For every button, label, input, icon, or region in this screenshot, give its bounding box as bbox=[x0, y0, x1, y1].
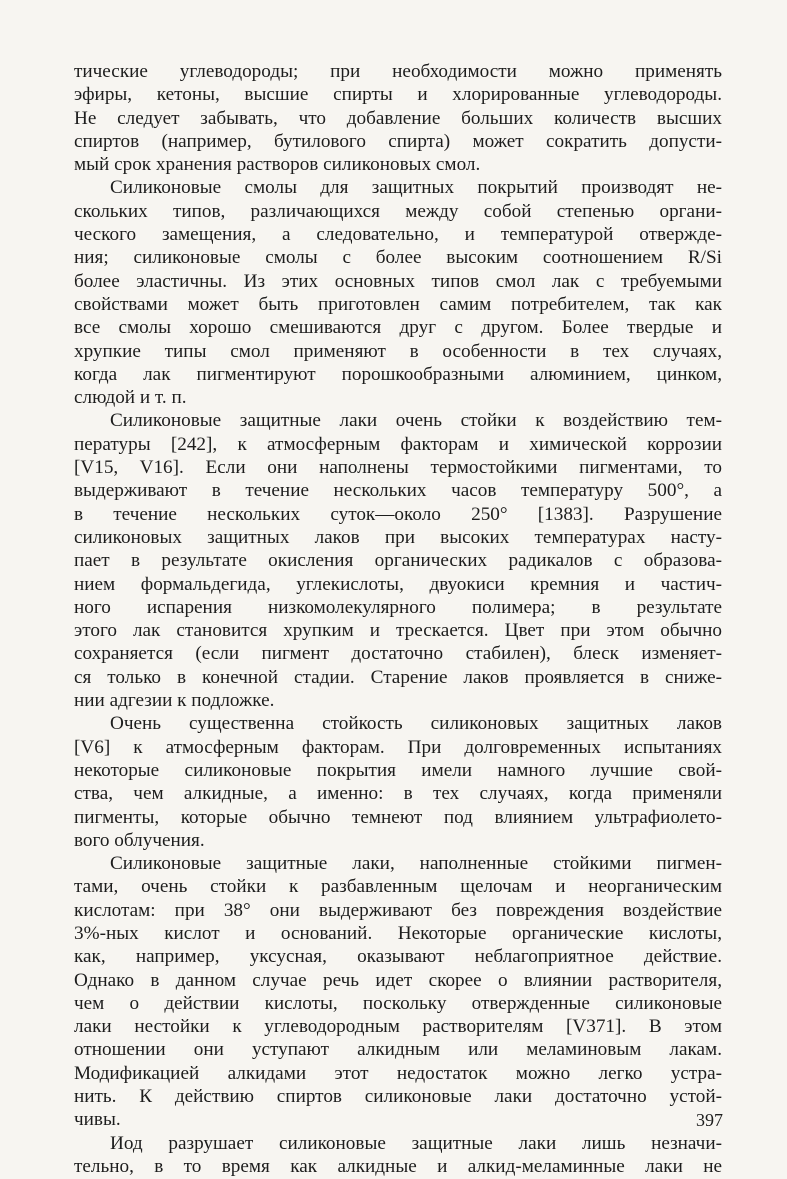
text-line: эфиры, кетоны, высшие спирты и хлорированные углеводороды. bbox=[74, 84, 722, 106]
text-line: более эластичны. Из этих основных типов смол лак с требуемыми bbox=[74, 270, 722, 292]
text-line: Модификацией алкидами этот недостаток можно легко устра- bbox=[74, 1062, 722, 1084]
text-line: Однако в данном случае речь идет скорее о влиянии растворителя, bbox=[74, 969, 722, 991]
text-line: Силиконовые защитные лаки, наполненные стойкими пигмен- bbox=[110, 853, 722, 875]
text-line: [V15, V16]. Если они наполнены термостойкими пигментами, то bbox=[74, 457, 722, 479]
text-line: Иод разрушает силиконовые защитные лаки лишь незначи- bbox=[110, 1132, 722, 1154]
page-number: 397 bbox=[696, 1110, 723, 1130]
text-line: чивы. bbox=[74, 1109, 121, 1131]
text-line: скольких типов, различающихся между собой степенью органи- bbox=[74, 200, 722, 222]
text-line: этого лак становится хрупким и трескается. Цвет при этом обычно bbox=[74, 620, 722, 642]
text-line: тами, очень стойки к разбавленным щелочам и неорганическим bbox=[74, 876, 722, 898]
text-line: отношении они уступают алкидным или меламиновым лакам. bbox=[74, 1039, 722, 1061]
text-line: 3%-ных кислот и оснований. Некоторые органические кислоты, bbox=[74, 922, 722, 944]
paragraph bbox=[74, 409, 722, 712]
text-line: слюдой и т. п. bbox=[74, 387, 187, 409]
text-line: мый срок хранения растворов силиконовых смол. bbox=[74, 154, 481, 176]
text-line: ся только в конечной стадии. Старение лаков проявляется в сниже- bbox=[74, 666, 722, 688]
text-line: нием формальдегида, углекислоты, двуокиси кремния и частич- bbox=[74, 573, 722, 595]
text-line: лаки нестойки к углеводородным растворителям [V371]. В этом bbox=[74, 1016, 722, 1038]
text-line: силиконовых защитных лаков при высоких температурах насту- bbox=[74, 526, 722, 548]
paragraph bbox=[74, 60, 722, 176]
text-line: кислотам: при 38° они выдерживают без повреждения воздействие bbox=[74, 899, 722, 921]
text-line: Силиконовые защитные лаки очень стойки к воздействию тем- bbox=[110, 410, 722, 432]
text-line: тические углеводороды; при необходимости можно применять bbox=[74, 61, 722, 82]
text-line: хрупкие типы смол применяют в особенности в тех случаях, bbox=[74, 340, 722, 362]
text-line: ства, чем алкидные, а именно: в тех случаях, когда применяли bbox=[74, 783, 722, 805]
body-text bbox=[74, 60, 722, 1178]
text-line: некоторые силиконовые покрытия имели намного лучшие свой- bbox=[74, 759, 722, 781]
text-line: ния; силиконовые смолы с более высоким соотношением R/Si bbox=[74, 247, 722, 269]
paragraph bbox=[74, 852, 722, 1132]
text-line: нии адгезии к подложке. bbox=[74, 690, 275, 712]
text-line: вого облучения. bbox=[74, 829, 205, 851]
paragraph bbox=[74, 176, 722, 409]
text-line: в течение нескольких суток—около 250° [1383]. Разрушение bbox=[74, 503, 722, 525]
text-line: спиртов (например, бутилового спирта) может сократить допусти- bbox=[74, 130, 722, 152]
text-line: чем о действии кислоты, поскольку отвержденные силиконовые bbox=[74, 992, 722, 1014]
text-line: Не следует забывать, что добавление больших количеств высших bbox=[74, 107, 722, 129]
text-line: пигменты, которые обычно темнеют под влиянием ультрафиолето- bbox=[74, 806, 722, 828]
text-line: [V6] к атмосферным факторам. При долговременных испытаниях bbox=[74, 736, 722, 758]
text-line: свойствами может быть приготовлен самим потребителем, так как bbox=[74, 293, 722, 315]
text-line: Силиконовые смолы для защитных покрытий производят не- bbox=[110, 177, 722, 199]
text-line: как, например, уксусная, оказывают неблагоприятное действие. bbox=[74, 946, 722, 968]
paragraph bbox=[74, 1132, 722, 1179]
text-line: ческого замещения, а следовательно, и температурой отвержде- bbox=[74, 224, 722, 246]
paragraph bbox=[74, 712, 722, 852]
text-line: пературы [242], к атмосферным факторам и химической коррозии bbox=[74, 433, 722, 455]
text-line: нить. К действию спиртов силиконовые лаки достаточно устой- bbox=[74, 1086, 722, 1108]
text-line: тельно, в то время как алкидные и алкид-меламинные лаки не bbox=[74, 1155, 722, 1177]
text-line: выдерживают в течение нескольких часов температуру 500°, а bbox=[74, 480, 722, 502]
text-line: сохраняется (если пигмент достаточно стабилен), блеск изменяет- bbox=[74, 643, 722, 665]
text-line: когда лак пигментируют порошкообразными алюминием, цинком, bbox=[74, 363, 722, 385]
text-line: пает в результате окисления органических радикалов с образова- bbox=[74, 550, 722, 572]
text-line: все смолы хорошо смешиваются друг с другом. Более твердые и bbox=[74, 317, 722, 339]
text-line: Очень существенна стойкость силиконовых защитных лаков bbox=[110, 713, 722, 735]
text-line: ного испарения низкомолекулярного полимера; в результате bbox=[74, 596, 722, 618]
